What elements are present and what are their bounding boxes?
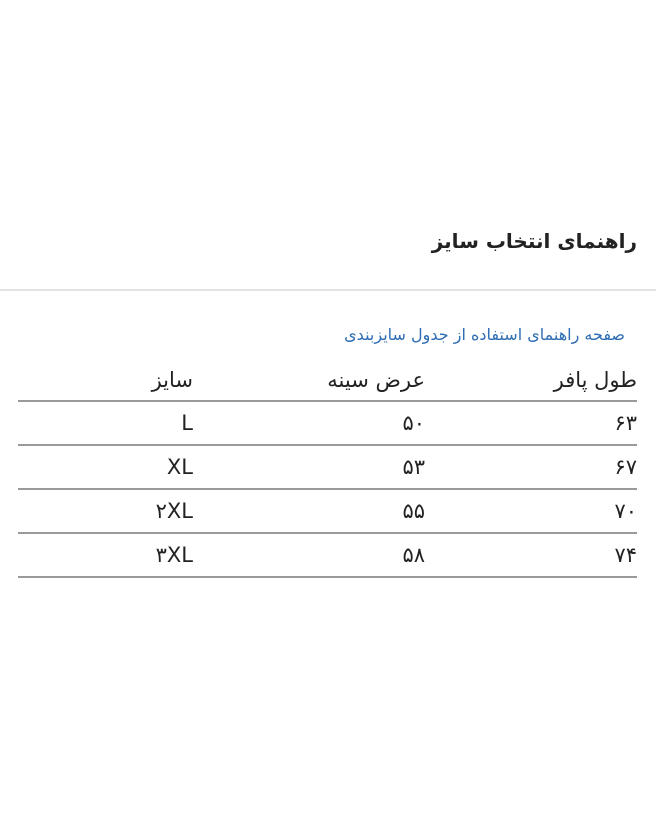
column-header-size: سایز <box>18 360 193 401</box>
size-guide-link[interactable]: صفحه راهنمای استفاده از جدول سایزبندی <box>344 325 625 344</box>
cell-size: L <box>18 401 193 445</box>
size-table <box>18 360 637 578</box>
cell-length: ۶۷ <box>425 445 637 489</box>
cell-length: ۷۰ <box>425 489 637 533</box>
cell-chest-width: ۵۸ <box>193 533 425 577</box>
cell-chest-width: ۵۳ <box>193 445 425 489</box>
table-row <box>18 533 637 577</box>
cell-size: ۲XL <box>18 489 193 533</box>
cell-size: ۳XL <box>18 533 193 577</box>
table-row <box>18 489 637 533</box>
table-header-row <box>18 360 637 401</box>
cell-chest-width: ۵۵ <box>193 489 425 533</box>
column-header-chest-width: عرض سینه <box>193 360 425 401</box>
table-row <box>18 401 637 445</box>
column-header-length: طول پافر <box>425 360 637 401</box>
page-title: راهنمای انتخاب سایز <box>431 229 637 253</box>
divider <box>0 289 656 291</box>
table-row <box>18 445 637 489</box>
cell-size: XL <box>18 445 193 489</box>
cell-chest-width: ۵۰ <box>193 401 425 445</box>
cell-length: ۷۴ <box>425 533 637 577</box>
cell-length: ۶۳ <box>425 401 637 445</box>
